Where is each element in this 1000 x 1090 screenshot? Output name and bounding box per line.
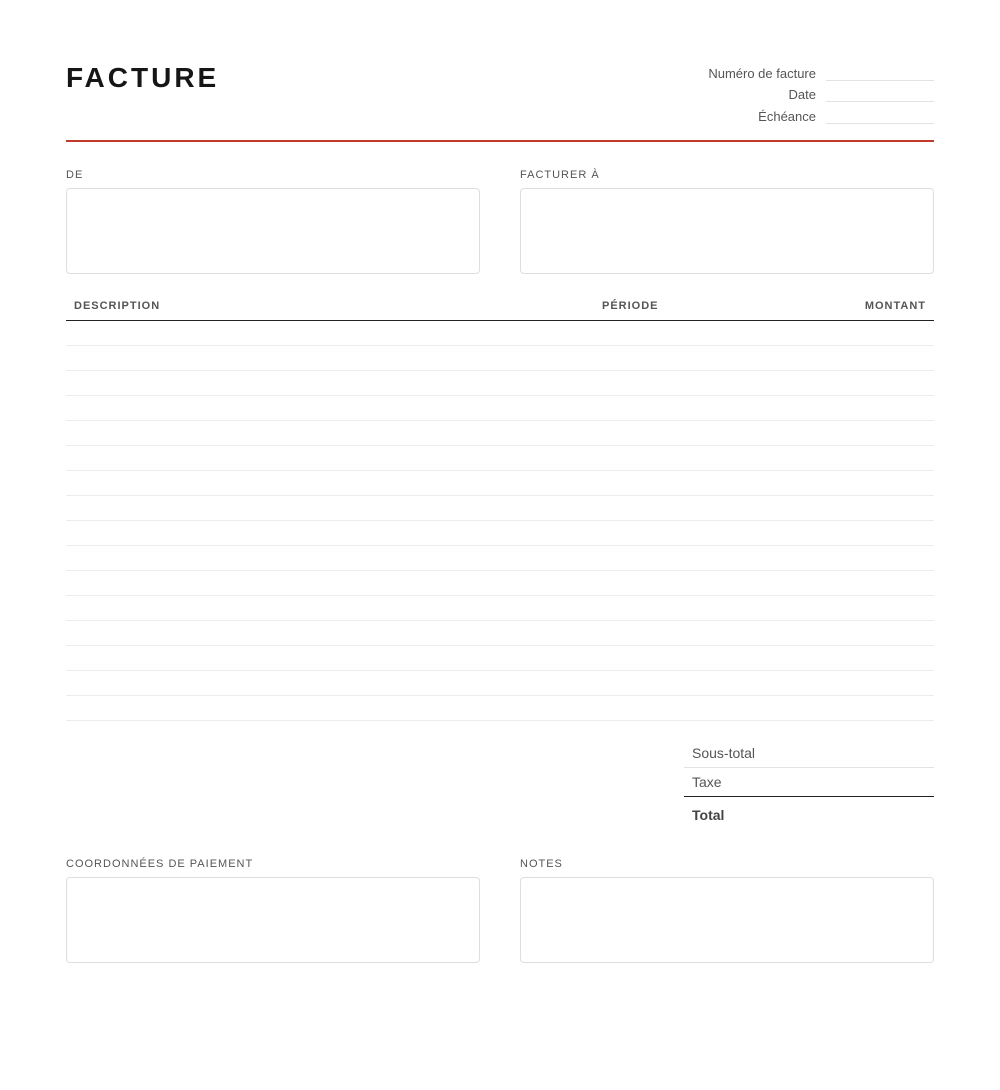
- payment-details-label: COORDONNÉES DE PAIEMENT: [66, 858, 254, 870]
- column-description: DESCRIPTION: [74, 300, 161, 312]
- invoice-page: [66, 0, 934, 1090]
- items-table-header: [66, 292, 934, 321]
- payment-details-field[interactable]: [66, 877, 480, 963]
- table-row[interactable]: [66, 546, 934, 571]
- tax-row: [684, 768, 934, 796]
- date-field[interactable]: [826, 86, 934, 102]
- table-row[interactable]: [66, 396, 934, 421]
- due-date-field[interactable]: [826, 108, 934, 124]
- table-row[interactable]: [66, 346, 934, 371]
- due-date-label: Échéance: [758, 108, 816, 124]
- invoice-number-field[interactable]: [826, 65, 934, 81]
- table-row[interactable]: [66, 321, 934, 346]
- table-row[interactable]: [66, 621, 934, 646]
- column-amount: MONTANT: [864, 300, 926, 312]
- table-row[interactable]: [66, 371, 934, 396]
- bill-to-label: FACTURER À: [520, 169, 600, 181]
- table-row[interactable]: [66, 646, 934, 671]
- meta-row-invoice-number: [634, 60, 934, 82]
- invoice-meta: [634, 60, 934, 125]
- subtotal-label: Sous-total: [692, 745, 756, 761]
- header-divider: [66, 140, 934, 142]
- notes-field[interactable]: [520, 877, 934, 963]
- table-row[interactable]: [66, 596, 934, 621]
- table-row[interactable]: [66, 471, 934, 496]
- tax-label: Taxe: [692, 774, 722, 790]
- invoice-title: FACTURE: [66, 62, 220, 93]
- table-row[interactable]: [66, 496, 934, 521]
- meta-row-due-date: [634, 103, 934, 125]
- invoice-number-label: Numéro de facture: [708, 65, 816, 81]
- table-row[interactable]: [66, 521, 934, 546]
- total-label: Total: [692, 807, 725, 823]
- table-row[interactable]: [66, 671, 934, 696]
- subtotal-row: [684, 740, 934, 768]
- from-field[interactable]: [66, 188, 480, 274]
- table-row[interactable]: [66, 696, 934, 721]
- meta-row-date: [634, 82, 934, 104]
- table-row[interactable]: [66, 446, 934, 471]
- total-row: [684, 796, 934, 826]
- notes-label: NOTES: [520, 858, 563, 870]
- date-label: Date: [788, 87, 816, 102]
- table-row[interactable]: [66, 421, 934, 446]
- totals-block: [684, 740, 934, 826]
- bill-to-field[interactable]: [520, 188, 934, 274]
- column-period: PÉRIODE: [602, 300, 659, 312]
- from-label: DE: [66, 169, 84, 181]
- table-row[interactable]: [66, 571, 934, 596]
- items-table-body: [66, 321, 934, 721]
